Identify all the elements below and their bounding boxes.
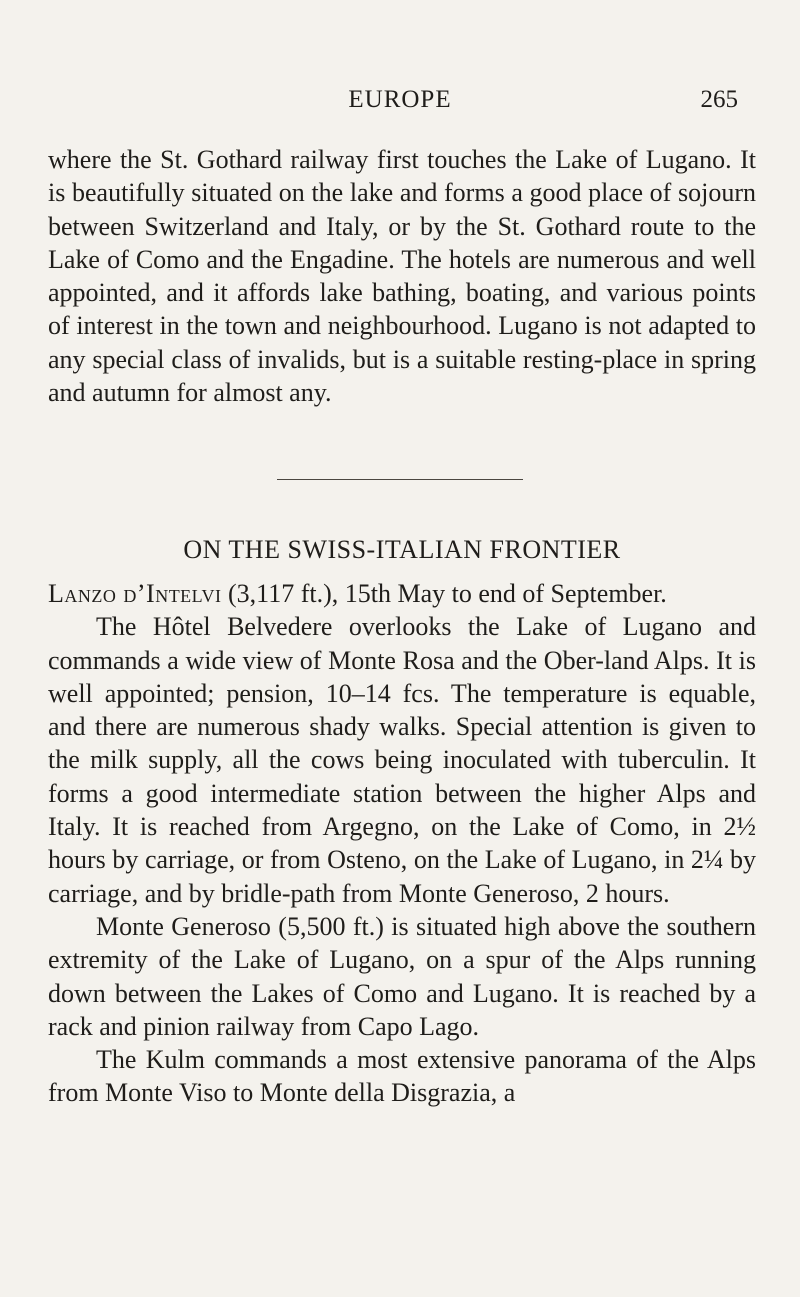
body-paragraph: Monte Generoso (5,500 ft.) is situated high above the southern extremity of the Lake of Lugano, on a spur of the Alps running down between the Lakes of Como and Lugano. It is reached by a rack and pinion railway from Capo Lago. xyxy=(48,911,756,1041)
page-number: 265 xyxy=(700,86,738,113)
section-text-block xyxy=(48,577,756,1110)
entry-details: (3,117 ft.), 15th May to end of September. xyxy=(221,579,667,608)
entry-paragraph xyxy=(48,577,756,610)
running-head xyxy=(0,86,800,120)
intro-text-block xyxy=(48,143,756,409)
section-divider xyxy=(277,479,523,480)
running-title: EUROPE xyxy=(348,86,452,113)
entry-name: Lanzo d’Intelvi xyxy=(48,579,222,608)
section-heading: ON THE SWISS-ITALIAN FRONTIER xyxy=(183,535,621,564)
body-paragraph: The Kulm commands a most extensive panorama of the Alps from Monte Viso to Monte della Disgrazia, a xyxy=(48,1045,756,1108)
intro-paragraph: where the St. Gothard railway first touches the Lake of Lugano. It is beautifully situated on the lake and forms a good place of sojourn between Switzerland and Italy, or by the St. Gothard route to the Lake of Como and the Engadine. The hotels are numerous and well appointed, and it affords lake bathing, boating, and various points of interest in the town and neighbourhood. Lugano is not adapted to any special class of invalids, but is a suitable resting-place in spring and autumn for almost any. xyxy=(48,145,756,408)
body-paragraph: The Hôtel Belvedere overlooks the Lake of Lugano and commands a wide view of Monte Rosa and the Ober-land Alps. It is well appointed; pension, 10–14 fcs. The temperature is equable, and there are numerous shady walks. Special attention is given to the milk supply, all the cows being inoculated with tuberculin. It forms a good intermediate station between the higher Alps and Italy. It is reached from Argegno, on the Lake of Como, in 2½ hours by carriage, or from Osteno, on the Lake of Lugano, in 2¼ by carriage, and by bridle-path from Monte Generoso, 2 hours. xyxy=(48,612,756,908)
